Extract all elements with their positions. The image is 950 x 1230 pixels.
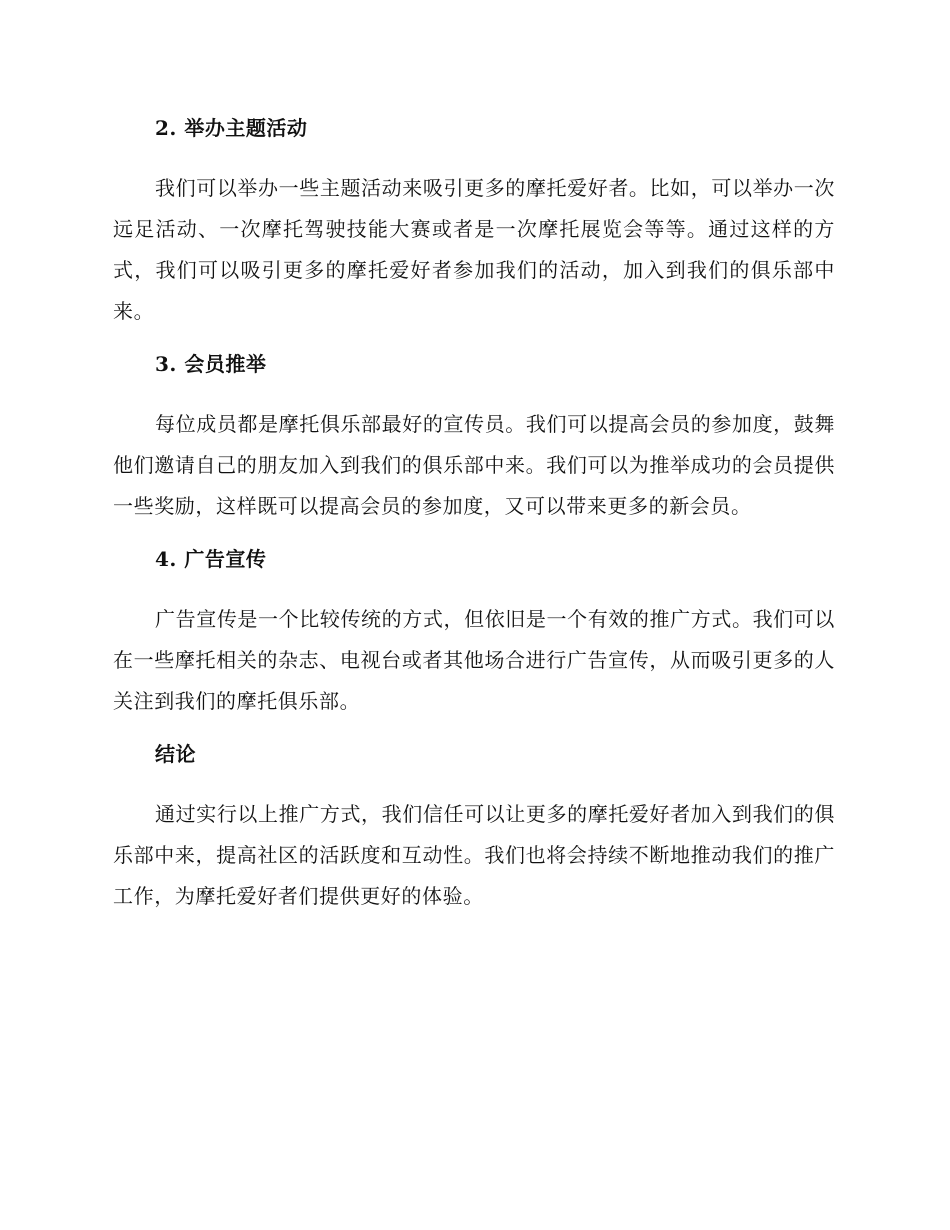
section-body-advertising: 广告宣传是一个比较传统的方式，但依旧是一个有效的推广方式。我们可以在一些摩托相关的杂志、电视台或者其他场合进行广告宣传，从而吸引更多的人关注到我们的摩托俱乐部。 [113,607,835,713]
section-heading-conclusion: 结论 [155,742,196,766]
section-heading-advertising: 4. 广告宣传 [155,547,267,571]
document-content [113,108,835,929]
section-heading-activities: 2. 举办主题活动 [155,116,308,140]
section-body-conclusion: 通过实行以上推广方式，我们信任可以让更多的摩托爱好者加入到我们的俱乐部中来，提高社区的活跃度和互动性。我们也将会持续不断地推动我们的推广工作，为摩托爱好者们提供更好的体验。 [113,802,835,908]
section-heading-referral: 3. 会员推举 [155,352,267,376]
section-body-referral: 每位成员都是摩托俱乐部最好的宣传员。我们可以提高会员的参加度，鼓舞他们邀请自己的朋友加入到我们的俱乐部中来。我们可以为推举成功的会员提供一些奖励，这样既可以提高会员的参加度，又可以带来更多的新会员。 [113,412,835,518]
section-body-activities: 我们可以举办一些主题活动来吸引更多的摩托爱好者。比如，可以举办一次远足活动、一次摩托驾驶技能大赛或者是一次摩托展览会等等。通过这样的方式，我们可以吸引更多的摩托爱好者参加我们的活动，加入到我们的俱乐部中来。 [113,176,835,323]
